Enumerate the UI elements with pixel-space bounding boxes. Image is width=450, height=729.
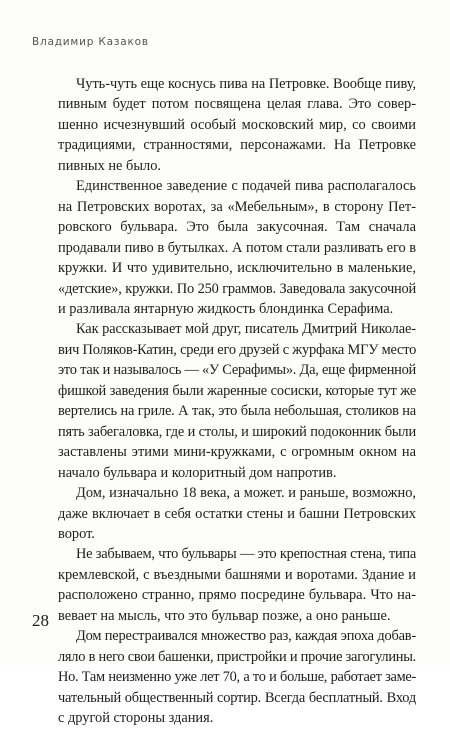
text-line: кружки. И что удивительно, исключительно в маленькие, bbox=[58, 260, 416, 277]
text-line: Дом, изначально 18 века, а может. и раньше, возможно, bbox=[76, 485, 416, 502]
text-line: вертелись на гриле. А так, это была небольшая, столиков на bbox=[58, 403, 416, 420]
paragraph-3 bbox=[58, 319, 416, 483]
text-line: на Петровских воротах, за «Мебельным», в сторону Пет- bbox=[58, 198, 416, 215]
text-line: Не забываем, что бульвары — это крепостная стена, типа bbox=[76, 546, 416, 563]
text-line: начало бульвара и колоритный дом напротив. bbox=[58, 464, 337, 481]
paragraph-2 bbox=[58, 176, 416, 319]
paragraph-1 bbox=[58, 74, 416, 176]
text-line: расположено странно, прямо посредине бульвара. Что на- bbox=[58, 587, 416, 604]
running-head-author: Владимир Казаков bbox=[32, 36, 149, 48]
text-line: Но. Там неизменно уже лет 70, а то и больше, работает заме- bbox=[58, 669, 416, 686]
text-line: ляло в него свои башенки, пристройки и прочие загогулины. bbox=[58, 648, 416, 665]
text-line: Как рассказывает мой друг, писатель Дмитрий Николае- bbox=[76, 321, 416, 338]
text-line: Дом перестраивался множество раз, каждая эпоха добав- bbox=[76, 628, 416, 645]
paragraph-5 bbox=[58, 544, 416, 626]
text-line: продавали пиво в бутылках. А потом стали разливать его в bbox=[58, 239, 416, 256]
page-number: 28 bbox=[32, 611, 49, 630]
text-line: шенно исчезнувший особый московский мир, со своими bbox=[58, 116, 416, 133]
text-line: даже включает в себя остатки стены и башни Петровских bbox=[58, 505, 416, 522]
text-line: пивных не было. bbox=[58, 157, 162, 174]
text-line: ворот. bbox=[58, 525, 95, 542]
text-line: «детские», кружки. По 250 граммов. Заведовала закусочной bbox=[58, 280, 416, 297]
text-line: с другой стороны здания. bbox=[58, 710, 214, 727]
text-line: пять забегаловка, где и столы, и широкий подоконник были bbox=[58, 423, 416, 440]
body-text bbox=[58, 74, 416, 729]
text-line: ровского бульвара. Это была закусочная. Там сначала bbox=[58, 219, 416, 236]
text-line: Единственное заведение с подачей пива располагалось bbox=[76, 178, 416, 195]
text-line: чательный общественный сортир. Всегда бесплатный. Вход bbox=[58, 689, 416, 706]
text-line: фишкой заведения были жаренные сосиски, которые тут же bbox=[58, 382, 416, 399]
text-line: традициями, странностями, персонажами. На Петровке bbox=[58, 137, 416, 154]
text-line: вевает на мысль, что это бульвар позже, а оно раньше. bbox=[58, 607, 391, 624]
text-line: это так и называлось — «У Серафимы». Да, еще фирменной bbox=[58, 362, 416, 379]
text-line: пивным будет потом посвящена целая глава. Это совер- bbox=[58, 96, 416, 113]
paragraph-6 bbox=[58, 626, 416, 728]
text-line: Чуть-чуть еще коснусь пива на Петровке. Вообще пиву, bbox=[76, 76, 416, 92]
text-line: заставлены этими мини-кружками, с огромным окном на bbox=[58, 444, 416, 461]
text-line: вич Поляков-Катин, среди его друзей с журфака МГУ место bbox=[58, 341, 417, 358]
text-line: и разливала янтарную жидкость блондинка Серафима. bbox=[58, 300, 394, 317]
paragraph-4 bbox=[58, 483, 416, 544]
text-line: кремлевской, с въездными башнями и воротами. Здание и bbox=[58, 566, 416, 583]
